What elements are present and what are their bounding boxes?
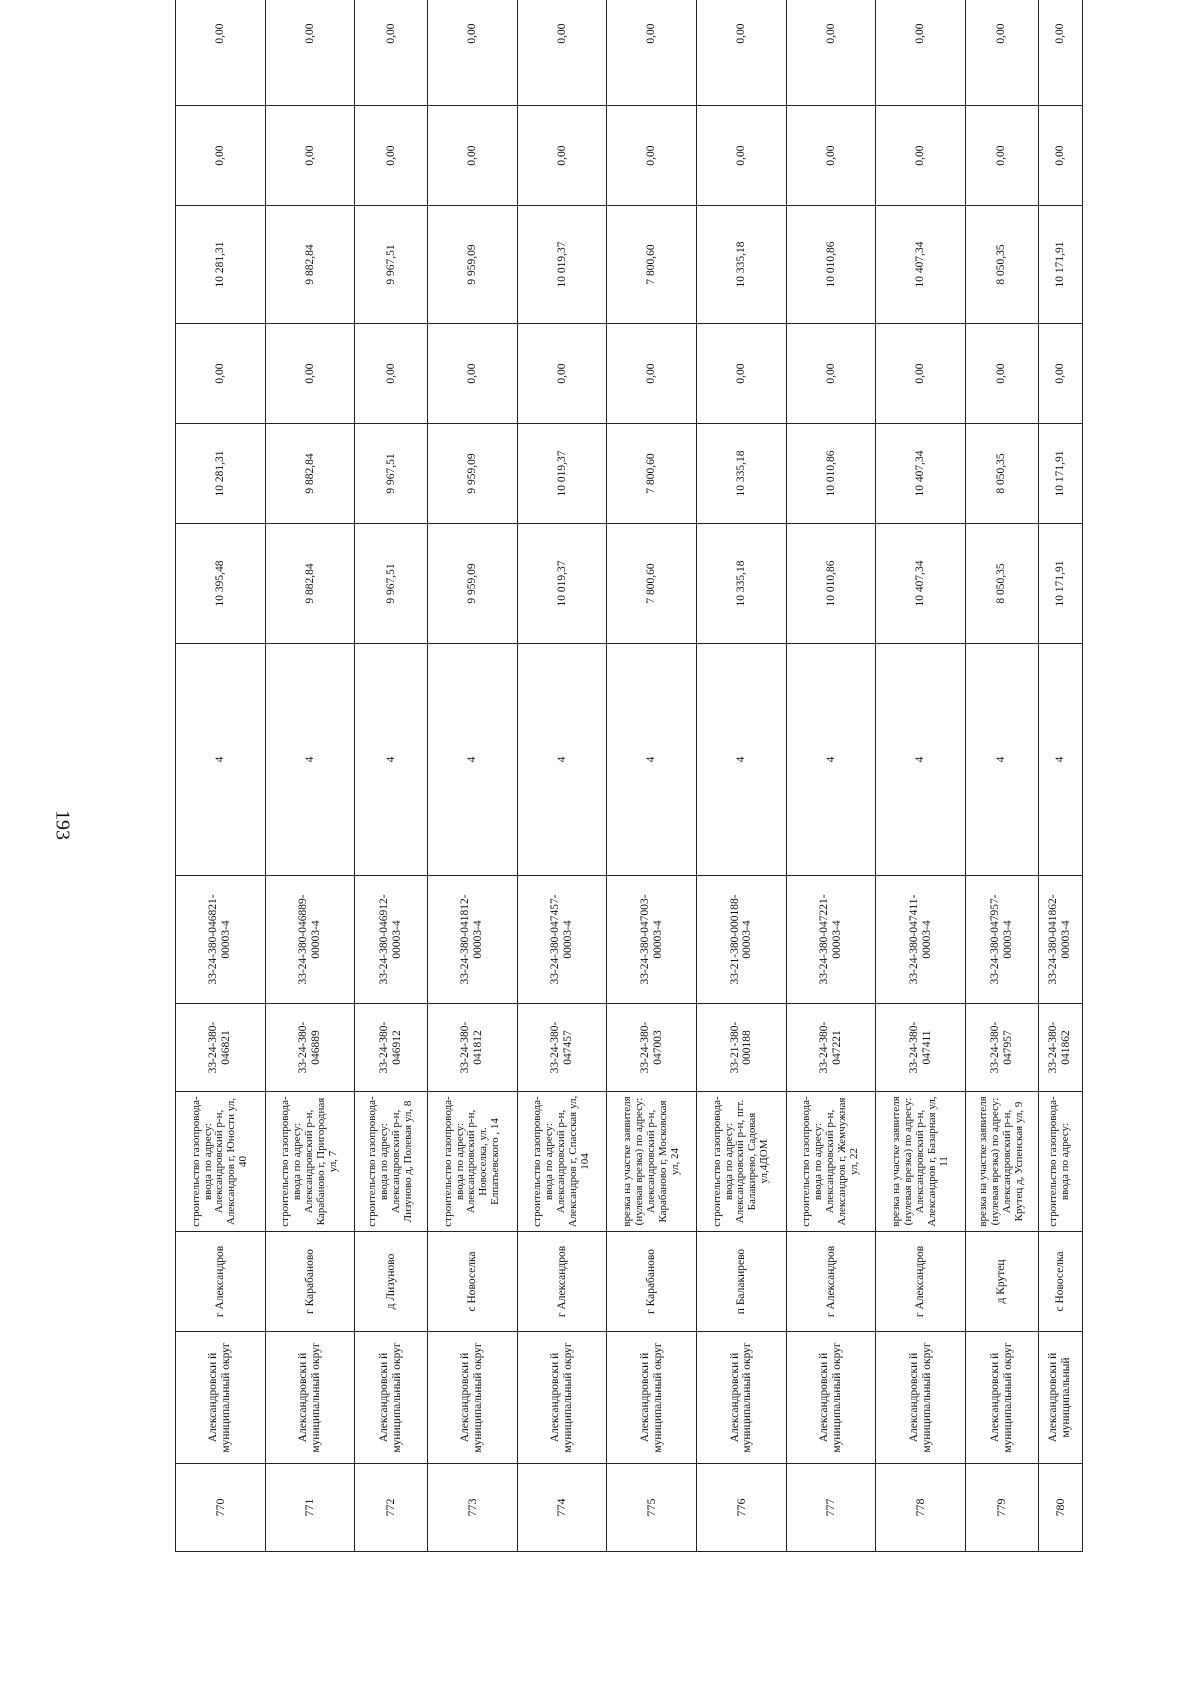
value-cell-5: 0,00 xyxy=(786,106,876,206)
settlement-cell: г Карабаново xyxy=(265,1232,355,1332)
value-cell-5: 0,00 xyxy=(966,106,1039,206)
row-number: 770 xyxy=(176,1464,266,1552)
district-cell: Александровски й муниципальный округ xyxy=(355,1332,428,1464)
value-cell-2: 10 171,91 xyxy=(1038,424,1082,524)
address-cell: врезка на участке заявителя (нулевая врезка) по адресу: Александровский р-н, Александров г, Базарная ул, 11 xyxy=(876,1092,966,1232)
value-cell-2: 7 800,60 xyxy=(607,424,697,524)
row-number: 776 xyxy=(697,1464,787,1552)
district-cell: Александровски й муниципальный округ xyxy=(607,1332,697,1464)
value-cell-4: 10 281,31 xyxy=(176,206,266,324)
address-cell: строительство газопровода-ввода по адресу: Александровский р-н, Александров г, Юности ул, 40 xyxy=(176,1092,266,1232)
row-number: 780 xyxy=(1038,1464,1082,1552)
value-cell-6: 0,00 xyxy=(1038,0,1082,106)
cadastral-cell: 33-24-380-046912 xyxy=(355,1004,428,1092)
settlement-cell: г Александров xyxy=(517,1232,607,1332)
table-row xyxy=(876,0,966,1552)
row-number: 774 xyxy=(517,1464,607,1552)
category-cell: 4 xyxy=(966,644,1039,876)
value-cell-2: 10 281,31 xyxy=(176,424,266,524)
value-cell-3: 0,00 xyxy=(176,324,266,424)
cadastral-cell: 33-24-380-047221 xyxy=(786,1004,876,1092)
value-cell-2: 10 335,18 xyxy=(697,424,787,524)
cadastral-cell: 33-24-380-047003 xyxy=(607,1004,697,1092)
value-cell-4: 7 800,60 xyxy=(607,206,697,324)
category-cell: 4 xyxy=(1038,644,1082,876)
settlement-cell: г Александров xyxy=(176,1232,266,1332)
category-cell: 4 xyxy=(427,644,517,876)
value-cell-5: 0,00 xyxy=(427,106,517,206)
cadastral-cell: 33-24-380-047411 xyxy=(876,1004,966,1092)
cadastral-cell: 33-24-380-047957 xyxy=(966,1004,1039,1092)
object-code-cell: 33-24-380-047003-00003-4 xyxy=(607,876,697,1004)
row-number: 771 xyxy=(265,1464,355,1552)
value-cell-6: 0,00 xyxy=(607,0,697,106)
value-cell-3: 0,00 xyxy=(517,324,607,424)
value-cell-1: 10 010,86 xyxy=(786,524,876,644)
row-number: 772 xyxy=(355,1464,428,1552)
value-cell-1: 9 959,09 xyxy=(427,524,517,644)
row-number: 778 xyxy=(876,1464,966,1552)
table-row xyxy=(265,0,355,1552)
rotated-table-container xyxy=(175,23,1083,1552)
table-row xyxy=(1038,0,1082,1552)
value-cell-4: 10 407,34 xyxy=(876,206,966,324)
address-cell: строительство газопровода-ввода по адресу: Александровский р-н, Карабаново г, Пригородная ул, 7 xyxy=(265,1092,355,1232)
object-code-cell: 33-24-380-046889-00003-4 xyxy=(265,876,355,1004)
object-code-cell: 33-21-380-000188-00003-4 xyxy=(697,876,787,1004)
value-cell-1: 10 019,37 xyxy=(517,524,607,644)
district-cell: Александровски й муниципальный округ xyxy=(517,1332,607,1464)
value-cell-4: 10 019,37 xyxy=(517,206,607,324)
value-cell-6: 0,00 xyxy=(966,0,1039,106)
address-cell: врезка на участке заявителя (нулевая врезка) по адресу: Александровский р-н, Карабаново г, Московская ул, 24 xyxy=(607,1092,697,1232)
value-cell-1: 10 335,18 xyxy=(697,524,787,644)
value-cell-5: 0,00 xyxy=(517,106,607,206)
value-cell-5: 0,00 xyxy=(176,106,266,206)
object-code-cell: 33-24-380-041812-00003-4 xyxy=(427,876,517,1004)
value-cell-5: 0,00 xyxy=(876,106,966,206)
value-cell-6: 0,00 xyxy=(176,0,266,106)
object-code-cell: 33-24-380-047457-00003-4 xyxy=(517,876,607,1004)
address-cell: строительство газопровода-ввода по адресу: Александровский р-н, Лизуново д, Полевая ул, 8 xyxy=(355,1092,428,1232)
value-cell-3: 0,00 xyxy=(427,324,517,424)
value-cell-5: 0,00 xyxy=(697,106,787,206)
value-cell-3: 0,00 xyxy=(355,324,428,424)
cadastral-cell: 33-24-380-046821 xyxy=(176,1004,266,1092)
value-cell-4: 9 967,51 xyxy=(355,206,428,324)
address-cell: строительство газопровода-ввода по адресу: Александровский р-н, пгт. Балакирево, Садовая ул,4ДОМ xyxy=(697,1092,787,1232)
value-cell-2: 10 010,86 xyxy=(786,424,876,524)
data-table xyxy=(175,0,1083,1552)
value-cell-2: 10 019,37 xyxy=(517,424,607,524)
district-cell: Александровски й муниципальный округ xyxy=(265,1332,355,1464)
object-code-cell: 33-24-380-046912-00003-4 xyxy=(355,876,428,1004)
table-row xyxy=(697,0,787,1552)
settlement-cell: г Карабаново xyxy=(607,1232,697,1332)
value-cell-3: 0,00 xyxy=(607,324,697,424)
settlement-cell: п Балакирево xyxy=(697,1232,787,1332)
category-cell: 4 xyxy=(176,644,266,876)
address-cell: строительство газопровода-ввода по адресу: Александровский р-н, Новоселка, ул. Елпатьевского , 14 xyxy=(427,1092,517,1232)
address-cell: строительство газопровода-ввода по адресу: xyxy=(1038,1092,1082,1232)
address-cell: строительство газопровода-ввода по адресу: Александровский р-н, Александров г, Жемчужная ул, 22 xyxy=(786,1092,876,1232)
object-code-cell: 33-24-380-046821-00003-4 xyxy=(176,876,266,1004)
table-row xyxy=(966,0,1039,1552)
value-cell-6: 0,00 xyxy=(697,0,787,106)
value-cell-2: 8 050,35 xyxy=(966,424,1039,524)
value-cell-5: 0,00 xyxy=(265,106,355,206)
district-cell: Александровски й муниципальный xyxy=(1038,1332,1082,1464)
value-cell-1: 10 171,91 xyxy=(1038,524,1082,644)
value-cell-4: 9 959,09 xyxy=(427,206,517,324)
table-row xyxy=(517,0,607,1552)
category-cell: 4 xyxy=(517,644,607,876)
value-cell-2: 9 959,09 xyxy=(427,424,517,524)
settlement-cell: д Лизуново xyxy=(355,1232,428,1332)
cadastral-cell: 33-24-380-041862 xyxy=(1038,1004,1082,1092)
settlement-cell: г Александров xyxy=(786,1232,876,1332)
value-cell-6: 0,00 xyxy=(265,0,355,106)
row-number: 773 xyxy=(427,1464,517,1552)
category-cell: 4 xyxy=(265,644,355,876)
settlement-cell: с Новоселка xyxy=(1038,1232,1082,1332)
cadastral-cell: 33-24-380-041812 xyxy=(427,1004,517,1092)
value-cell-3: 0,00 xyxy=(265,324,355,424)
district-cell: Александровски й муниципальный округ xyxy=(176,1332,266,1464)
value-cell-2: 9 882,84 xyxy=(265,424,355,524)
value-cell-6: 0,00 xyxy=(517,0,607,106)
district-cell: Александровски й муниципальный округ xyxy=(966,1332,1039,1464)
object-code-cell: 33-24-380-047957-00003-4 xyxy=(966,876,1039,1004)
row-number: 779 xyxy=(966,1464,1039,1552)
value-cell-3: 0,00 xyxy=(966,324,1039,424)
value-cell-4: 8 050,35 xyxy=(966,206,1039,324)
value-cell-3: 0,00 xyxy=(697,324,787,424)
value-cell-5: 0,00 xyxy=(355,106,428,206)
value-cell-1: 10 407,34 xyxy=(876,524,966,644)
district-cell: Александровски й муниципальный округ xyxy=(786,1332,876,1464)
cadastral-cell: 33-24-380-047457 xyxy=(517,1004,607,1092)
page-number: 193 xyxy=(51,810,74,840)
category-cell: 4 xyxy=(697,644,787,876)
value-cell-3: 0,00 xyxy=(876,324,966,424)
object-code-cell: 33-24-380-041862-00003-4 xyxy=(1038,876,1082,1004)
value-cell-1: 9 967,51 xyxy=(355,524,428,644)
settlement-cell: с Новоселка xyxy=(427,1232,517,1332)
settlement-cell: д Крутец xyxy=(966,1232,1039,1332)
value-cell-1: 8 050,35 xyxy=(966,524,1039,644)
value-cell-3: 0,00 xyxy=(786,324,876,424)
value-cell-3: 0,00 xyxy=(1038,324,1082,424)
value-cell-1: 9 882,84 xyxy=(265,524,355,644)
value-cell-2: 9 967,51 xyxy=(355,424,428,524)
category-cell: 4 xyxy=(355,644,428,876)
table-row xyxy=(176,0,266,1552)
district-cell: Александровски й муниципальный округ xyxy=(876,1332,966,1464)
district-cell: Александровски й муниципальный округ xyxy=(697,1332,787,1464)
value-cell-1: 10 395,48 xyxy=(176,524,266,644)
table-row xyxy=(786,0,876,1552)
value-cell-6: 0,00 xyxy=(876,0,966,106)
row-number: 777 xyxy=(786,1464,876,1552)
value-cell-4: 10 335,18 xyxy=(697,206,787,324)
row-number: 775 xyxy=(607,1464,697,1552)
settlement-cell: г Александров xyxy=(876,1232,966,1332)
value-cell-5: 0,00 xyxy=(1038,106,1082,206)
district-cell: Александровски й муниципальный округ xyxy=(427,1332,517,1464)
object-code-cell: 33-24-380-047221-00003-4 xyxy=(786,876,876,1004)
table-row xyxy=(355,0,428,1552)
value-cell-6: 0,00 xyxy=(786,0,876,106)
cadastral-cell: 33-24-380-046889 xyxy=(265,1004,355,1092)
value-cell-4: 10 171,91 xyxy=(1038,206,1082,324)
address-cell: врезка на участке заявителя (нулевая врезка) по адресу: Александровский р-н, Крутец д, Успенская ул, 9 xyxy=(966,1092,1039,1232)
value-cell-6: 0,00 xyxy=(427,0,517,106)
category-cell: 4 xyxy=(607,644,697,876)
category-cell: 4 xyxy=(876,644,966,876)
table-row xyxy=(427,0,517,1552)
value-cell-6: 0,00 xyxy=(355,0,428,106)
value-cell-1: 7 800,60 xyxy=(607,524,697,644)
value-cell-5: 0,00 xyxy=(607,106,697,206)
value-cell-4: 9 882,84 xyxy=(265,206,355,324)
object-code-cell: 33-24-380-047411-00003-4 xyxy=(876,876,966,1004)
value-cell-4: 10 010,86 xyxy=(786,206,876,324)
value-cell-2: 10 407,34 xyxy=(876,424,966,524)
category-cell: 4 xyxy=(786,644,876,876)
cadastral-cell: 33-21-380-000188 xyxy=(697,1004,787,1092)
address-cell: строительство газопровода-ввода по адресу: Александровский р-н, Александров г, Спасская ул, 104 xyxy=(517,1092,607,1232)
table-row xyxy=(607,0,697,1552)
